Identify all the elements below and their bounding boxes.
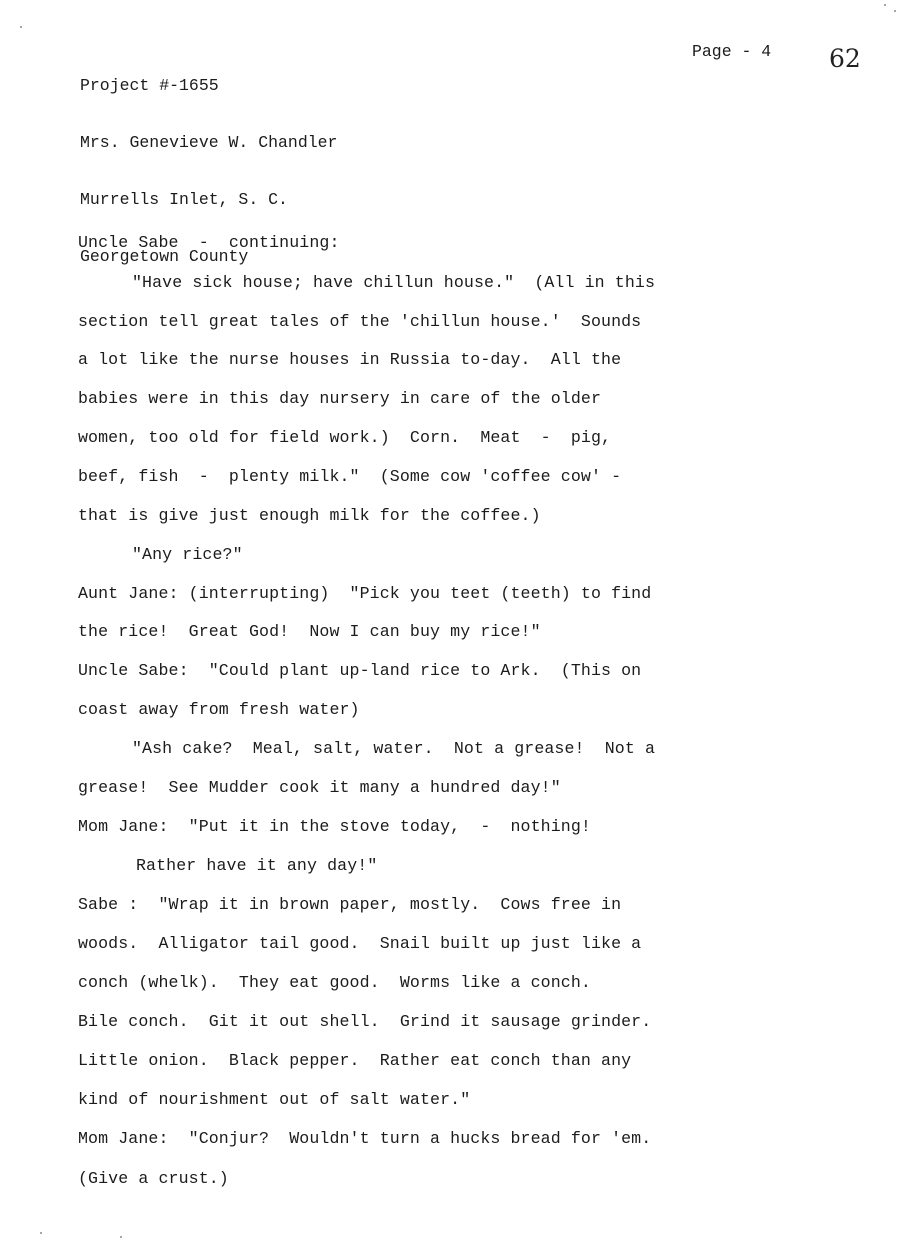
text-line: babies were in this day nursery in care of the older [78, 389, 602, 408]
text-line: Bile conch. Git it out shell. Grind it sausage grinder. [78, 1012, 652, 1031]
text-line: beef, fish - plenty milk." (Some cow 'coffee cow' - [78, 467, 622, 486]
text-line: grease! See Mudder cook it many a hundred day!" [78, 778, 561, 797]
text-line: Aunt Jane: (interrupting) "Pick you teet (teeth) to find [78, 584, 652, 603]
author-name: Mrs. Genevieve W. Chandler [80, 133, 338, 152]
text-line: Little onion. Black pepper. Rather eat conch than any [78, 1051, 632, 1070]
text-line: a lot like the nurse houses in Russia to-day. All the [78, 350, 622, 369]
text-line: the rice! Great God! Now I can buy my rice!" [78, 622, 541, 641]
text-line: women, too old for field work.) Corn. Meat - pig, [78, 428, 612, 447]
text-line: Mom Jane: "Put it in the stove today, - nothing! [78, 817, 591, 836]
text-line: kind of nourishment out of salt water." [78, 1090, 471, 1109]
text-line: "Any rice?" [132, 545, 243, 564]
scan-speck [894, 10, 896, 12]
scan-speck [120, 1236, 122, 1238]
text-line: Mom Jane: "Conjur? Wouldn't turn a hucks bread for 'em. [78, 1129, 652, 1148]
text-line: section tell great tales of the 'chillun house.' Sounds [78, 312, 642, 331]
text-line: "Have sick house; have chillun house." (All in this [132, 273, 656, 292]
page-label: Page - 4 [692, 42, 772, 61]
text-line: Rather have it any day!" [136, 856, 378, 875]
text-line: Sabe : "Wrap it in brown paper, mostly. Cows free in [78, 895, 622, 914]
text-line: Uncle Sabe - continuing: [78, 233, 340, 252]
text-line: conch (whelk). They eat good. Worms like a conch. [78, 973, 591, 992]
header-block [80, 38, 337, 304]
scan-speck [884, 4, 886, 6]
text-line: "Ash cake? Meal, salt, water. Not a grease! Not a [132, 739, 656, 758]
text-line: Uncle Sabe: "Could plant up-land rice to Ark. (This on [78, 661, 642, 680]
scan-speck [20, 26, 22, 28]
county: Georgetown County [80, 247, 249, 266]
page-number-stamp: 62 [829, 44, 861, 73]
location: Murrells Inlet, S. C. [80, 190, 288, 209]
text-line: coast away from fresh water) [78, 700, 360, 719]
text-line: (Give a crust.) [78, 1169, 229, 1188]
text-line: woods. Alligator tail good. Snail built up just like a [78, 934, 642, 953]
project-number: Project #-1655 [80, 76, 219, 95]
text-line: that is give just enough milk for the coffee.) [78, 506, 541, 525]
scan-speck [40, 1232, 42, 1234]
